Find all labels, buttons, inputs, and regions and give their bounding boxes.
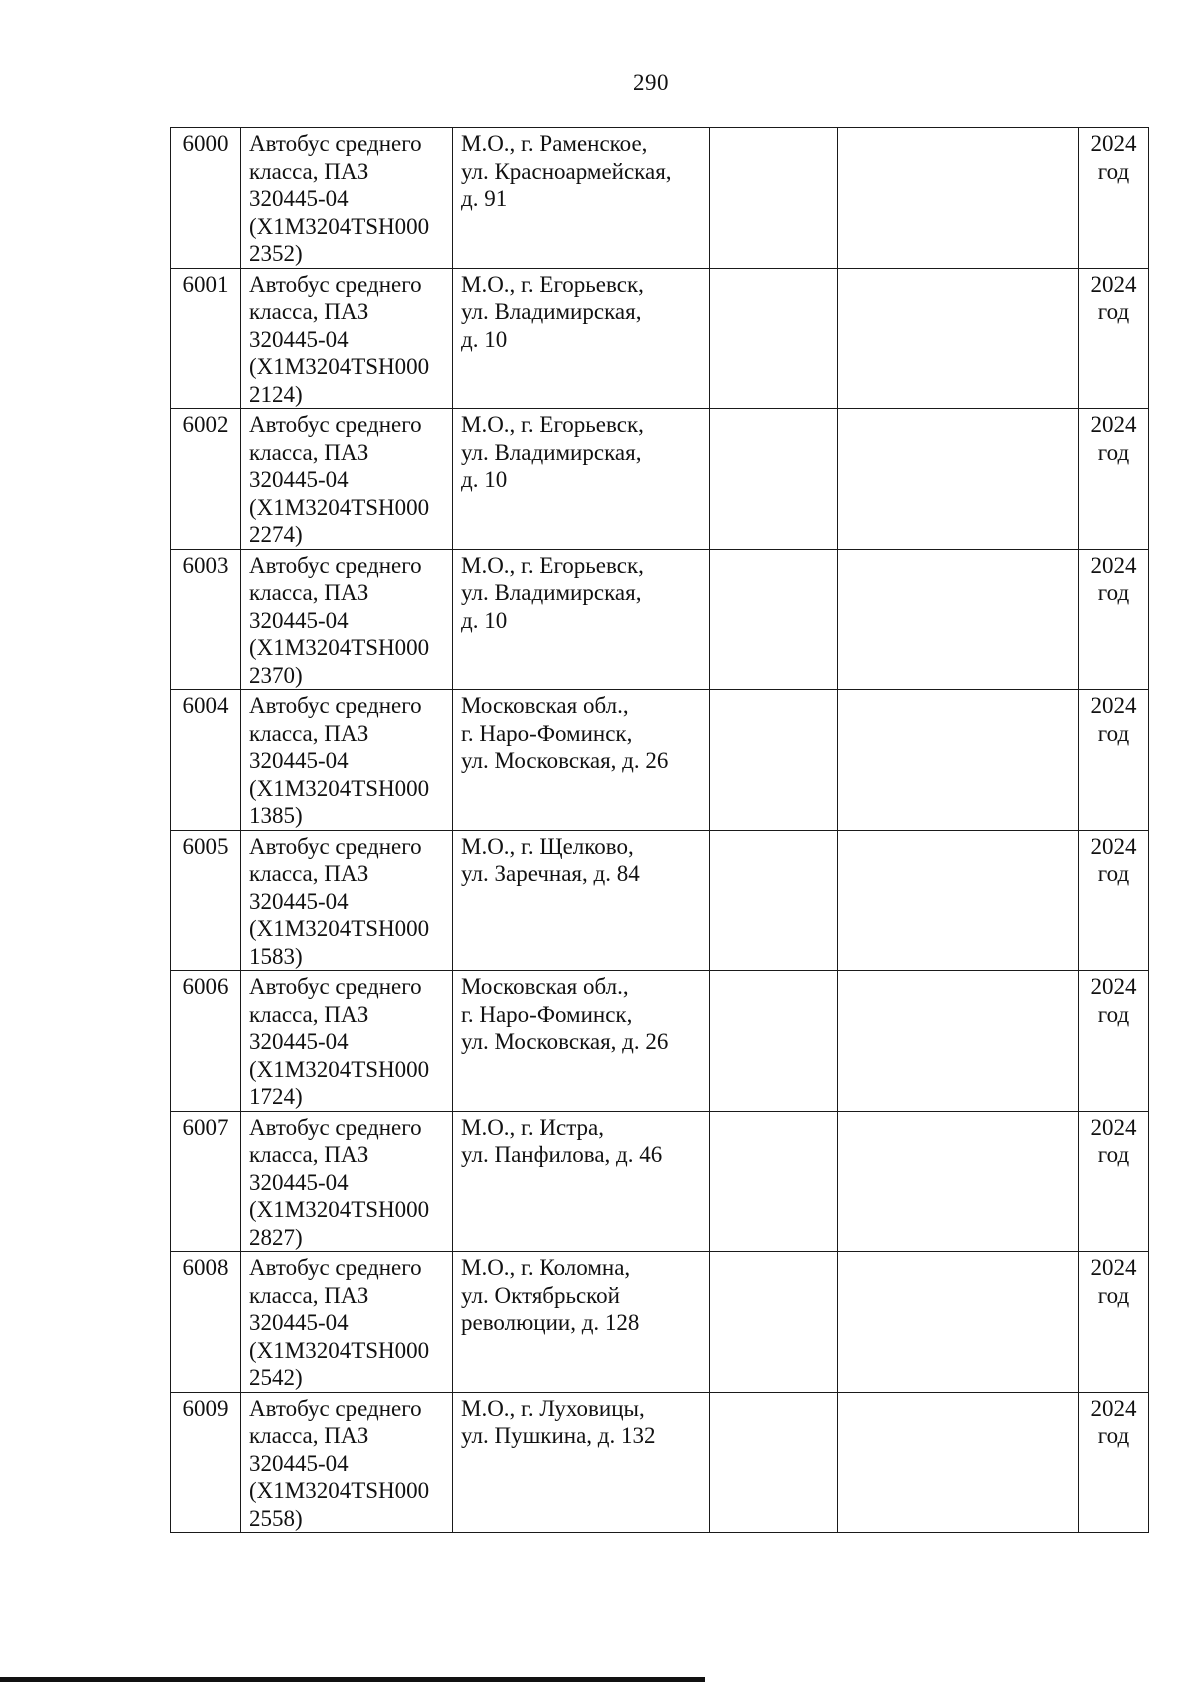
address-line: Московская обл., xyxy=(461,693,629,718)
address-cell xyxy=(453,268,710,409)
address-line: д. 91 xyxy=(461,186,508,211)
address-line: М.О., г. Егорьевск, xyxy=(461,412,644,437)
vehicle-name-line: 2124) xyxy=(249,381,303,407)
empty-cell-4 xyxy=(710,549,838,690)
vehicle-name-cell xyxy=(241,128,453,269)
vehicle-name-line: (X1M3204TSH000 xyxy=(249,1056,430,1082)
year-cell xyxy=(1079,971,1149,1112)
vehicle-name-line: Автобус среднего xyxy=(249,693,422,718)
vehicle-name-line: класса, ПАЗ xyxy=(249,299,369,324)
vehicle-name-line: Автобус среднего xyxy=(249,271,422,297)
address-cell xyxy=(453,971,710,1112)
address-line: М.О., г. Щелково, xyxy=(461,833,634,859)
vehicle-name-line: (X1M3204TSH000 xyxy=(249,1337,430,1363)
vehicle-name-line: 320445-04 xyxy=(249,1450,349,1476)
empty-cell-4 xyxy=(710,971,838,1112)
vehicle-name-line: 320445-04 xyxy=(249,326,349,352)
table-row xyxy=(171,549,1149,690)
vehicle-name-line: класса, ПАЗ xyxy=(249,439,369,465)
vehicle-name-cell xyxy=(241,268,453,409)
vehicle-name-line: класса, ПАЗ xyxy=(249,158,369,184)
vehicle-name-cell xyxy=(241,830,453,971)
vehicle-name-line: класса, ПАЗ xyxy=(249,720,369,746)
year-line: 2024 xyxy=(1090,1395,1137,1421)
year-line: год xyxy=(1097,299,1130,324)
empty-cell-5 xyxy=(838,1392,1079,1533)
empty-cell-4 xyxy=(710,409,838,550)
year-cell xyxy=(1079,128,1149,269)
vehicle-name-line: 320445-04 xyxy=(249,467,349,492)
year-cell xyxy=(1079,690,1149,831)
row-number-cell: 6004 xyxy=(171,690,241,831)
address-cell xyxy=(453,549,710,690)
empty-cell-4 xyxy=(710,830,838,971)
vehicle-name-line: Автобус среднего xyxy=(249,412,422,437)
vehicle-name-cell xyxy=(241,1111,453,1252)
row-number-cell: 6001 xyxy=(171,268,241,409)
address-cell xyxy=(453,1111,710,1252)
page-number: 290 xyxy=(633,70,669,95)
empty-cell-4 xyxy=(710,1392,838,1533)
address-line: ул. Панфилова, д. 46 xyxy=(461,1142,663,1167)
empty-cell-5 xyxy=(838,830,1079,971)
empty-cell-5 xyxy=(838,268,1079,409)
row-number-cell: 6002 xyxy=(171,409,241,550)
table-row xyxy=(171,690,1149,831)
empty-cell-4 xyxy=(710,1252,838,1393)
address-line: ул. Владимирская, xyxy=(461,299,642,324)
table-body xyxy=(171,128,1149,1533)
table-row xyxy=(171,268,1149,409)
empty-cell-5 xyxy=(838,690,1079,831)
table-row xyxy=(171,409,1149,550)
address-line: ул. Октябрьской xyxy=(461,1282,620,1308)
vehicle-name-cell xyxy=(241,1252,453,1393)
address-cell xyxy=(453,409,710,550)
empty-cell-5 xyxy=(838,128,1079,269)
vehicle-name-line: (X1M3204TSH000 xyxy=(249,916,430,941)
year-cell xyxy=(1079,409,1149,550)
vehicle-name-line: 1385) xyxy=(249,803,303,828)
year-cell xyxy=(1079,1252,1149,1393)
table-row xyxy=(171,1252,1149,1393)
address-line: ул. Заречная, д. 84 xyxy=(461,861,640,886)
year-line: год xyxy=(1097,1423,1130,1448)
bottom-scan-border xyxy=(0,1677,705,1682)
vehicle-name-line: (X1M3204TSH000 xyxy=(249,1478,430,1503)
vehicle-name-line: Автобус среднего xyxy=(249,974,422,999)
year-line: 2024 xyxy=(1090,131,1137,156)
vehicle-name-line: (X1M3204TSH000 xyxy=(249,775,430,801)
vehicle-name-line: 2370) xyxy=(249,662,303,688)
vehicle-name-line: 320445-04 xyxy=(249,186,349,211)
vehicle-name-line: 320445-04 xyxy=(249,607,349,633)
vehicle-name-line: 320445-04 xyxy=(249,748,349,773)
empty-cell-4 xyxy=(710,1111,838,1252)
year-line: год xyxy=(1097,861,1130,886)
address-line: М.О., г. Луховицы, xyxy=(461,1395,645,1421)
year-line: год xyxy=(1097,439,1130,465)
address-line: ул. Московская, д. 26 xyxy=(461,1029,669,1054)
year-line: 2024 xyxy=(1090,693,1137,718)
year-line: год xyxy=(1097,1001,1130,1027)
address-line: ул. Пушкина, д. 132 xyxy=(461,1423,656,1448)
vehicle-name-line: (X1M3204TSH000 xyxy=(249,213,430,239)
vehicle-name-line: класса, ПАЗ xyxy=(249,1423,369,1448)
year-cell xyxy=(1079,268,1149,409)
vehicle-name-line: Автобус среднего xyxy=(249,1395,422,1421)
address-line: революции, д. 128 xyxy=(461,1310,640,1335)
table-row xyxy=(171,1392,1149,1533)
address-cell xyxy=(453,690,710,831)
year-line: 2024 xyxy=(1090,974,1137,999)
table-row xyxy=(171,971,1149,1112)
row-number-cell: 6007 xyxy=(171,1111,241,1252)
vehicle-name-line: 2558) xyxy=(249,1505,303,1531)
vehicle-name-line: Автобус среднего xyxy=(249,833,422,859)
vehicle-name-line: Автобус среднего xyxy=(249,131,422,156)
vehicle-name-line: 2827) xyxy=(249,1224,303,1250)
empty-cell-4 xyxy=(710,690,838,831)
vehicle-name-line: 1583) xyxy=(249,943,303,969)
vehicle-name-cell xyxy=(241,1392,453,1533)
vehicle-name-line: (X1M3204TSH000 xyxy=(249,1197,430,1222)
address-line: ул. Московская, д. 26 xyxy=(461,748,669,773)
vehicle-name-line: 2352) xyxy=(249,241,303,266)
table-row xyxy=(171,830,1149,971)
year-line: год xyxy=(1097,1142,1130,1167)
address-line: Московская обл., xyxy=(461,974,629,999)
year-line: 2024 xyxy=(1090,833,1137,859)
vehicle-name-line: (X1M3204TSH000 xyxy=(249,635,430,660)
row-number-cell: 6000 xyxy=(171,128,241,269)
vehicle-name-line: 2274) xyxy=(249,522,303,547)
vehicle-name-cell xyxy=(241,549,453,690)
address-line: д. 10 xyxy=(461,326,508,352)
year-cell xyxy=(1079,1111,1149,1252)
address-line: ул. Красноармейская, xyxy=(461,158,672,184)
year-line: 2024 xyxy=(1090,271,1137,297)
year-line: год xyxy=(1097,1282,1130,1308)
empty-cell-5 xyxy=(838,1111,1079,1252)
vehicle-name-line: класса, ПАЗ xyxy=(249,1282,369,1308)
vehicle-name-cell xyxy=(241,971,453,1112)
table-row xyxy=(171,128,1149,269)
row-number-cell: 6008 xyxy=(171,1252,241,1393)
address-cell xyxy=(453,1252,710,1393)
vehicle-name-line: класса, ПАЗ xyxy=(249,1142,369,1167)
vehicle-name-line: (X1M3204TSH000 xyxy=(249,354,430,379)
year-line: 2024 xyxy=(1090,552,1137,578)
address-line: г. Наро-Фоминск, xyxy=(461,1001,633,1027)
address-line: М.О., г. Раменское, xyxy=(461,131,648,156)
year-line: год xyxy=(1097,158,1130,184)
vehicle-name-line: Автобус среднего xyxy=(249,552,422,578)
year-cell xyxy=(1079,549,1149,690)
vehicle-name-line: 320445-04 xyxy=(249,888,349,914)
vehicle-name-line: класса, ПАЗ xyxy=(249,580,369,605)
address-line: М.О., г. Коломна, xyxy=(461,1255,631,1280)
address-line: ул. Владимирская, xyxy=(461,580,642,605)
address-line: М.О., г. Егорьевск, xyxy=(461,271,644,297)
table-row xyxy=(171,1111,1149,1252)
year-cell xyxy=(1079,1392,1149,1533)
address-line: д. 10 xyxy=(461,467,508,492)
year-line: 2024 xyxy=(1090,412,1137,437)
vehicle-name-line: класса, ПАЗ xyxy=(249,861,369,886)
empty-cell-5 xyxy=(838,549,1079,690)
empty-cell-5 xyxy=(838,1252,1079,1393)
vehicle-name-line: Автобус среднего xyxy=(249,1114,422,1140)
vehicle-register-table xyxy=(170,127,1149,1533)
address-cell xyxy=(453,128,710,269)
year-line: 2024 xyxy=(1090,1114,1137,1140)
vehicle-name-line: 320445-04 xyxy=(249,1310,349,1335)
vehicle-name-line: (X1M3204TSH000 xyxy=(249,494,430,520)
vehicle-name-line: класса, ПАЗ xyxy=(249,1001,369,1027)
vehicle-name-line: 1724) xyxy=(249,1084,303,1109)
year-line: год xyxy=(1097,580,1130,605)
address-cell xyxy=(453,1392,710,1533)
address-line: М.О., г. Егорьевск, xyxy=(461,552,644,578)
address-line: ул. Владимирская, xyxy=(461,439,642,465)
vehicle-name-line: Автобус среднего xyxy=(249,1255,422,1280)
vehicle-name-line: 320445-04 xyxy=(249,1029,349,1054)
vehicle-name-line: 2542) xyxy=(249,1365,303,1390)
address-line: г. Наро-Фоминск, xyxy=(461,720,633,746)
row-number-cell: 6006 xyxy=(171,971,241,1112)
row-number-cell: 6003 xyxy=(171,549,241,690)
vehicle-name-line: 320445-04 xyxy=(249,1169,349,1195)
row-number-cell: 6005 xyxy=(171,830,241,971)
vehicle-name-cell xyxy=(241,409,453,550)
year-cell xyxy=(1079,830,1149,971)
year-line: 2024 xyxy=(1090,1255,1137,1280)
vehicle-name-cell xyxy=(241,690,453,831)
year-line: год xyxy=(1097,720,1130,746)
address-line: М.О., г. Истра, xyxy=(461,1114,605,1140)
row-number-cell: 6009 xyxy=(171,1392,241,1533)
address-cell xyxy=(453,830,710,971)
empty-cell-5 xyxy=(838,409,1079,550)
empty-cell-4 xyxy=(710,128,838,269)
empty-cell-4 xyxy=(710,268,838,409)
empty-cell-5 xyxy=(838,971,1079,1112)
address-line: д. 10 xyxy=(461,607,508,633)
